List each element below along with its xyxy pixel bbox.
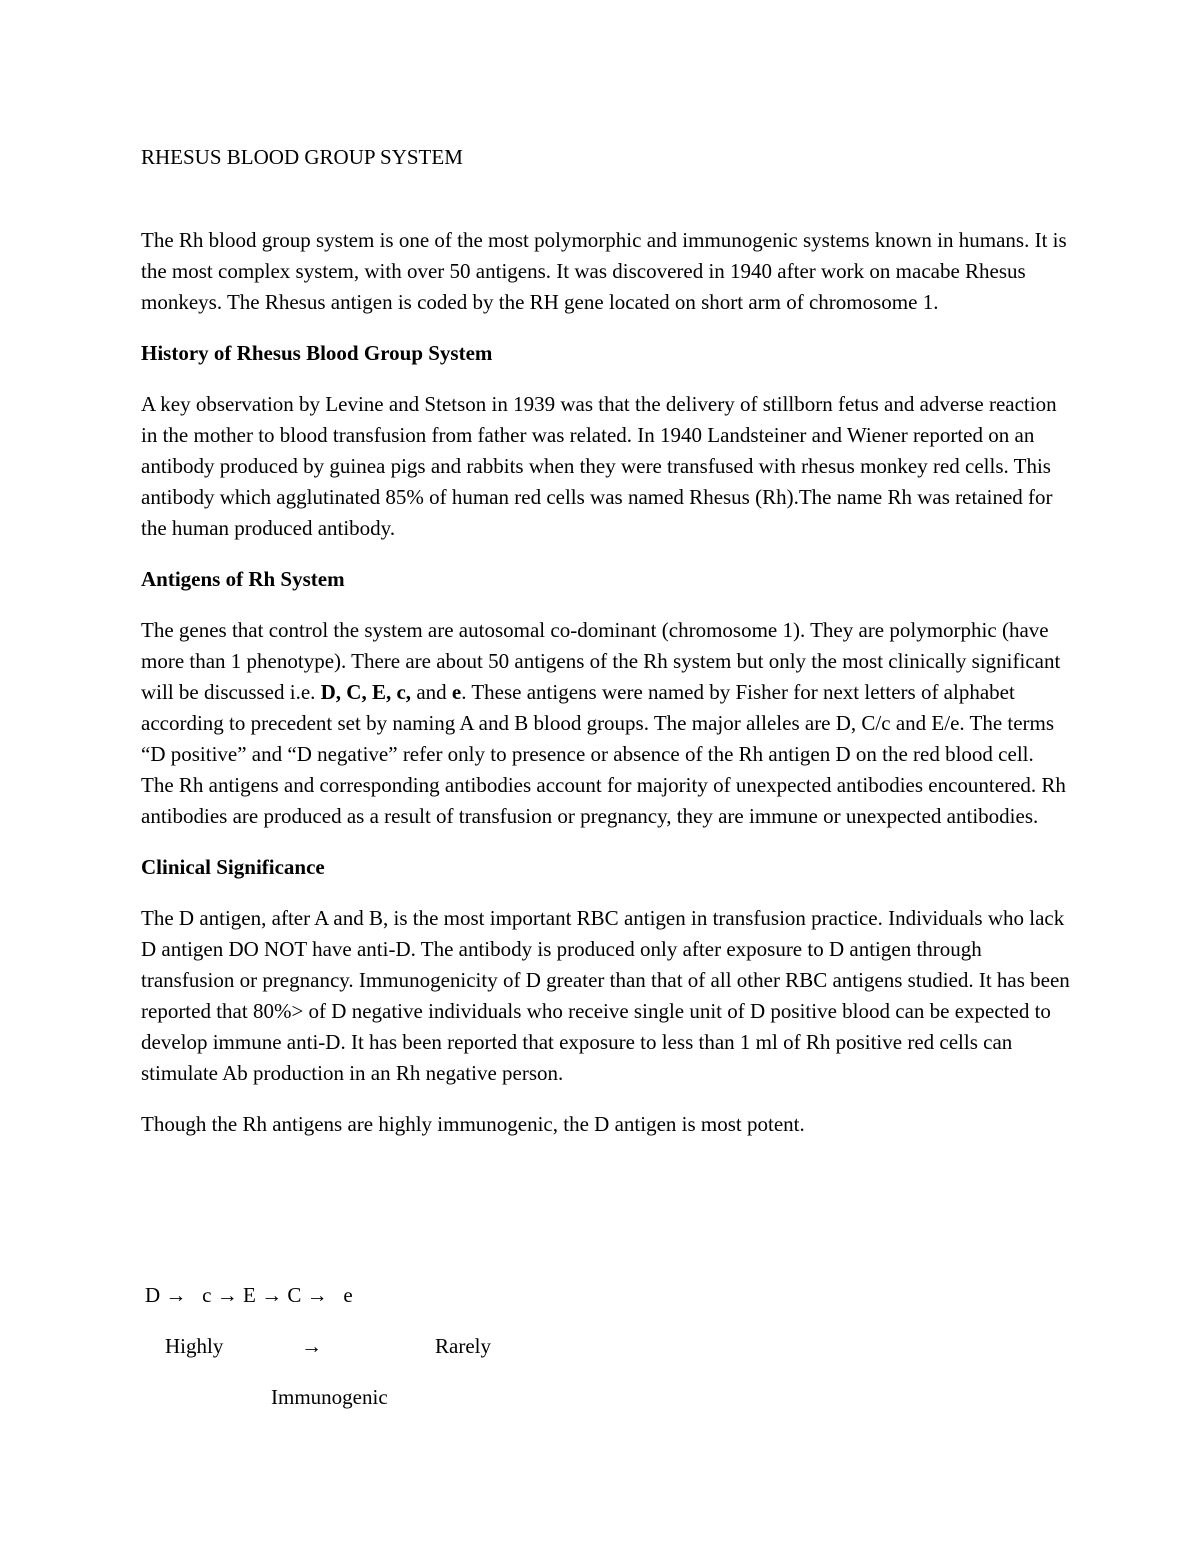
scale-rarely-label: Rarely	[435, 1334, 491, 1358]
antigens-text-before: The genes that control the system are autosomal co-dominant (chromosome 1). They are polymorphic (have more than 1 phenotype). There are about 50 antigens of the Rh system but only the most clinically significant will be discussed i.e.	[141, 618, 1061, 704]
page-title: RHESUS BLOOD GROUP SYSTEM	[141, 145, 463, 169]
antigens-text-mid: and	[411, 680, 452, 704]
history-heading: History of Rhesus Blood Group System	[141, 341, 493, 365]
potency-sequence: D → c → E → C → e	[145, 1283, 353, 1307]
scale-arrow: →	[301, 1334, 322, 1358]
clinical-heading: Clinical Significance	[141, 855, 325, 879]
intro-paragraph: The Rh blood group system is one of the most polymorphic and immunogenic systems known in humans. It is the most complex system, with over 50 antigens. It was discovered in 1940 after work on macabe Rhesus monkeys. The Rhesus antigen is coded by the RH gene located on short arm of chromosome 1.	[141, 228, 1067, 314]
antigens-bold-e: e	[451, 680, 462, 704]
antigens-heading: Antigens of Rh System	[141, 567, 345, 591]
scale-highly-label: Highly	[165, 1334, 224, 1358]
history-paragraph: A key observation by Levine and Stetson in 1939 was that the delivery of stillborn fetus and adverse reaction in the mother to blood transfusion from father was related. In 1940 Landsteiner and Wiener reported on an antibody produced by guinea pigs and rabbits when they were transfused with rhesus monkey red cells. This antibody which agglutinated 85% of human red cells was named Rhesus (Rh).The name Rh was retained for the human produced antibody.	[141, 392, 1057, 540]
potency-scale	[165, 1331, 525, 1362]
clinical-paragraph: The D antigen, after A and B, is the most important RBC antigen in transfusion practice. Individuals who lack D antigen DO NOT have anti-D. The antibody is produced only after exposure to D antigen through transfusion or pregnancy. Immunogenicity of D greater than that of all other RBC antigens studied. It has been reported that 80%> of D negative individuals who receive single unit of D positive blood can be expected to develop immune anti-D. It has been reported that exposure to less than 1 ml of Rh positive red cells can stimulate Ab production in an Rh negative person.	[141, 906, 1070, 1085]
potency-paragraph: Though the Rh antigens are highly immunogenic, the D antigen is most potent.	[141, 1112, 805, 1136]
document-body	[141, 142, 1071, 1140]
antigens-text-after: . These antigens were named by Fisher for next letters of alphabet according to precedent set by naming A and B blood groups. The major alleles are D, C/c and E/e. The terms “D positive” and “D negative” refer only to presence or absence of the Rh antigen D on the red blood cell. The Rh antigens and corresponding antibodies account for majority of unexpected antibodies encountered. Rh antibodies are produced as a result of transfusion or pregnancy, they are immune or unexpected antibodies.	[141, 680, 1066, 828]
scale-immunogenic-label: Immunogenic	[271, 1385, 388, 1409]
antigens-bold-list: D, C, E, c,	[320, 680, 412, 704]
antigens-paragraph	[141, 615, 1071, 832]
